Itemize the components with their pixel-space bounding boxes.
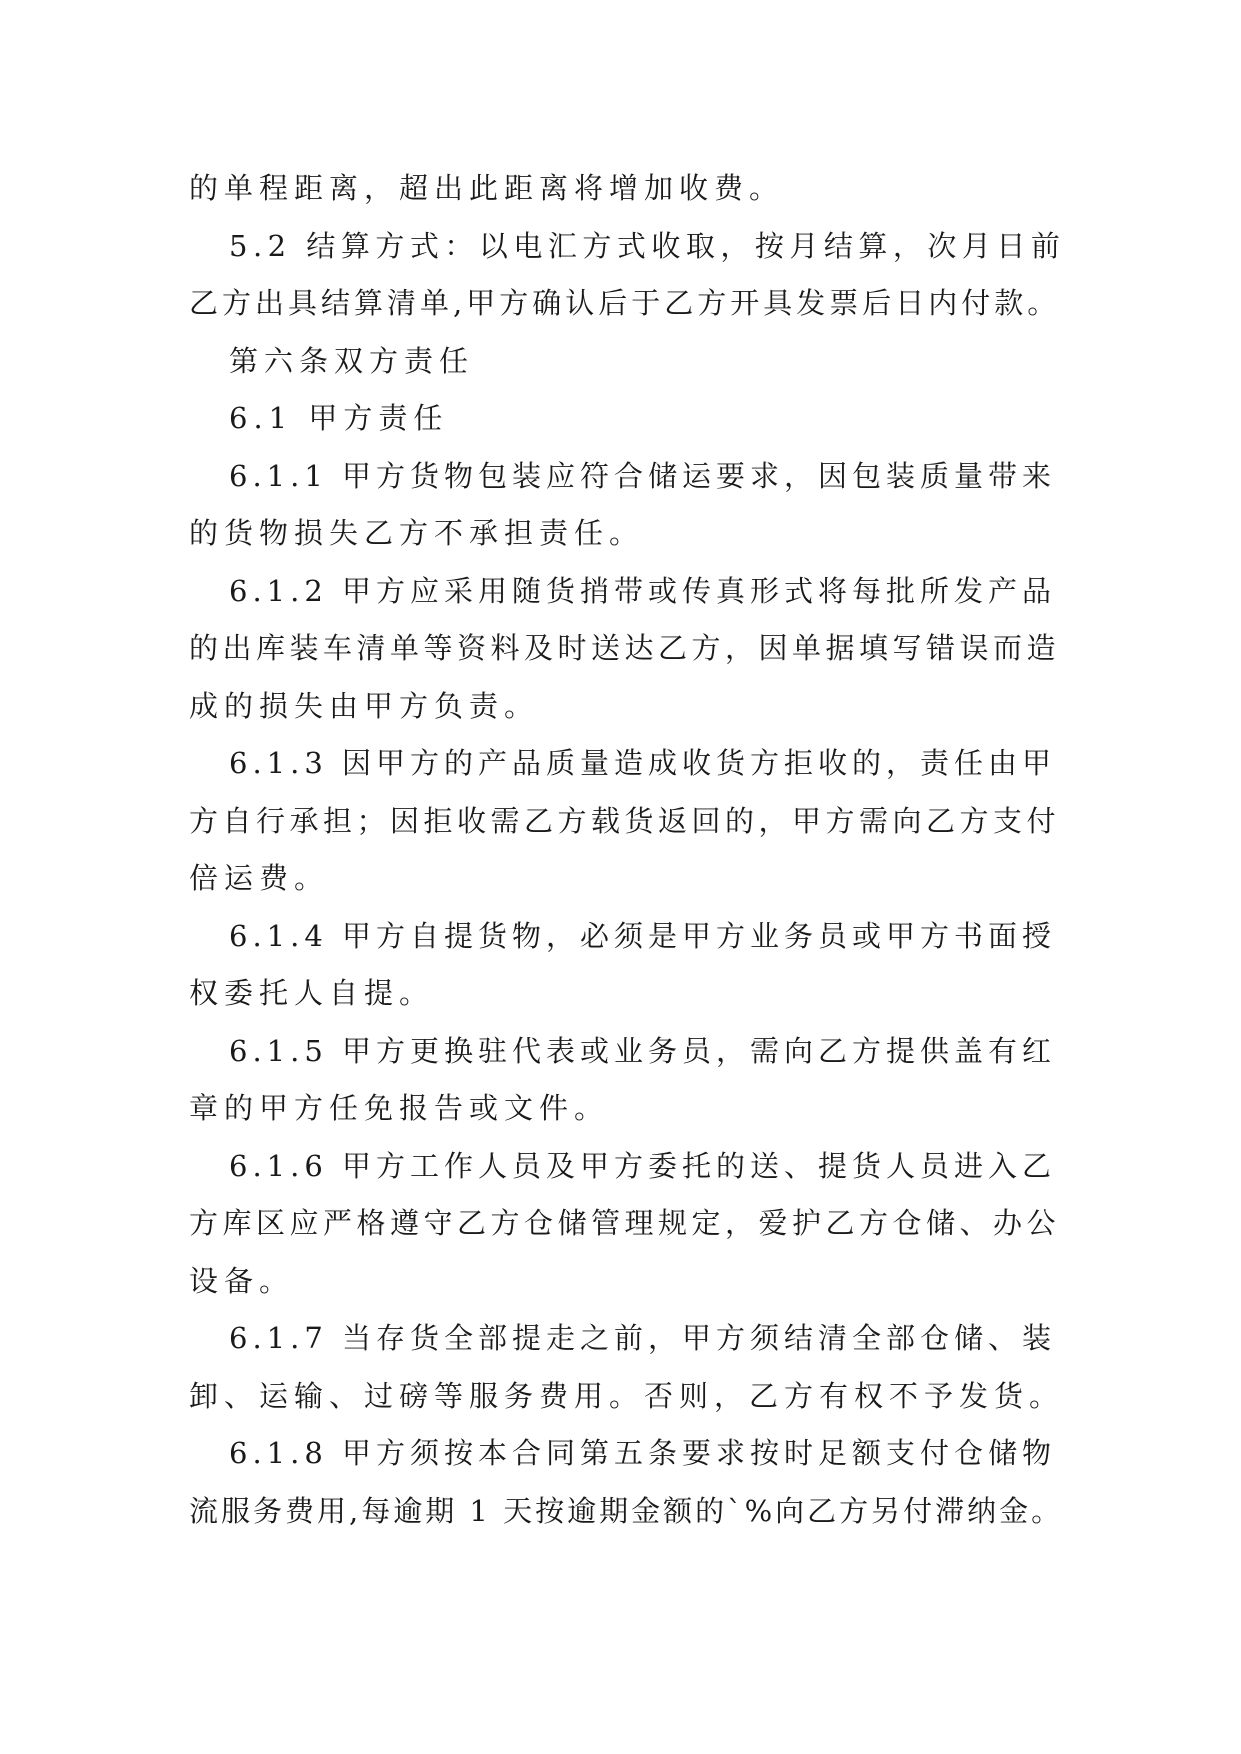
paragraph	[189, 1425, 1069, 1540]
text-line: 6.1.7 当存货全部提走之前，甲方须结清全部仓储、装	[229, 1321, 1057, 1355]
paragraph	[189, 160, 1069, 218]
text-line: 成的损失由甲方负责。	[189, 688, 540, 723]
text-line: 的出库装车清单等资料及时送达乙方，因单据填写错误而造	[189, 631, 1061, 665]
text-line: 6.1.3 因甲方的产品质量造成收货方拒收的，责任由甲	[229, 746, 1057, 780]
text-line: 6.1.4 甲方自提货物，必须是甲方业务员或甲方书面授	[229, 918, 1057, 953]
text-line: 方库区应严格遵守乙方仓储管理规定，爱护乙方仓储、办公	[189, 1206, 1061, 1240]
text-line: 章的甲方任免报告或文件。	[189, 1091, 610, 1125]
text-line: 乙方出具结算清单,甲方确认后于乙方开具发票后日内付款。	[189, 286, 1061, 320]
text-line: 6.1.5 甲方更换驻代表或业务员，需向乙方提供盖有红	[229, 1033, 1057, 1068]
text-line: 设备。	[189, 1263, 295, 1298]
paragraph	[189, 1023, 1069, 1138]
text-line: 方自行承担；因拒收需乙方载货返回的，甲方需向乙方支付	[189, 803, 1061, 838]
paragraph	[189, 333, 1069, 391]
paragraph	[189, 1310, 1069, 1425]
paragraph	[189, 390, 1069, 448]
text-line: 卸、运输、过磅等服务费用。否则，乙方有权不予发货。	[189, 1378, 1065, 1413]
paragraph	[189, 735, 1069, 908]
document-body	[189, 160, 1069, 1540]
text-line: 倍运费。	[189, 861, 330, 895]
text-line: 6.1 甲方责任	[229, 401, 449, 435]
text-line: 权委托人自提。	[189, 976, 435, 1010]
text-line: 6.1.8 甲方须按本合同第五条要求按时足额支付仓储物	[229, 1436, 1057, 1470]
text-line: 流服务费用,每逾期 1 天按逾期金额的`%向乙方另付滞纳金。	[189, 1493, 1064, 1528]
text-line: 的货物损失乙方不承担责任。	[189, 516, 645, 550]
text-line: 6.1.6 甲方工作人员及甲方委托的送、提货人员进入乙	[229, 1148, 1057, 1183]
text-line: 第六条双方责任	[229, 343, 475, 378]
text-line: 6.1.2 甲方应采用随货捎带或传真形式将每批所发产品	[229, 573, 1057, 608]
paragraph	[189, 563, 1069, 736]
paragraph	[189, 218, 1069, 333]
paragraph	[189, 448, 1069, 563]
text-line: 5.2 结算方式：以电汇方式收取，按月结算，次月日前	[229, 228, 1066, 263]
paragraph	[189, 1138, 1069, 1311]
text-line: 的单程距离，超出此距离将增加收费。	[189, 171, 785, 205]
paragraph	[189, 908, 1069, 1023]
text-line: 6.1.1 甲方货物包装应符合储运要求，因包装质量带来	[229, 458, 1057, 493]
